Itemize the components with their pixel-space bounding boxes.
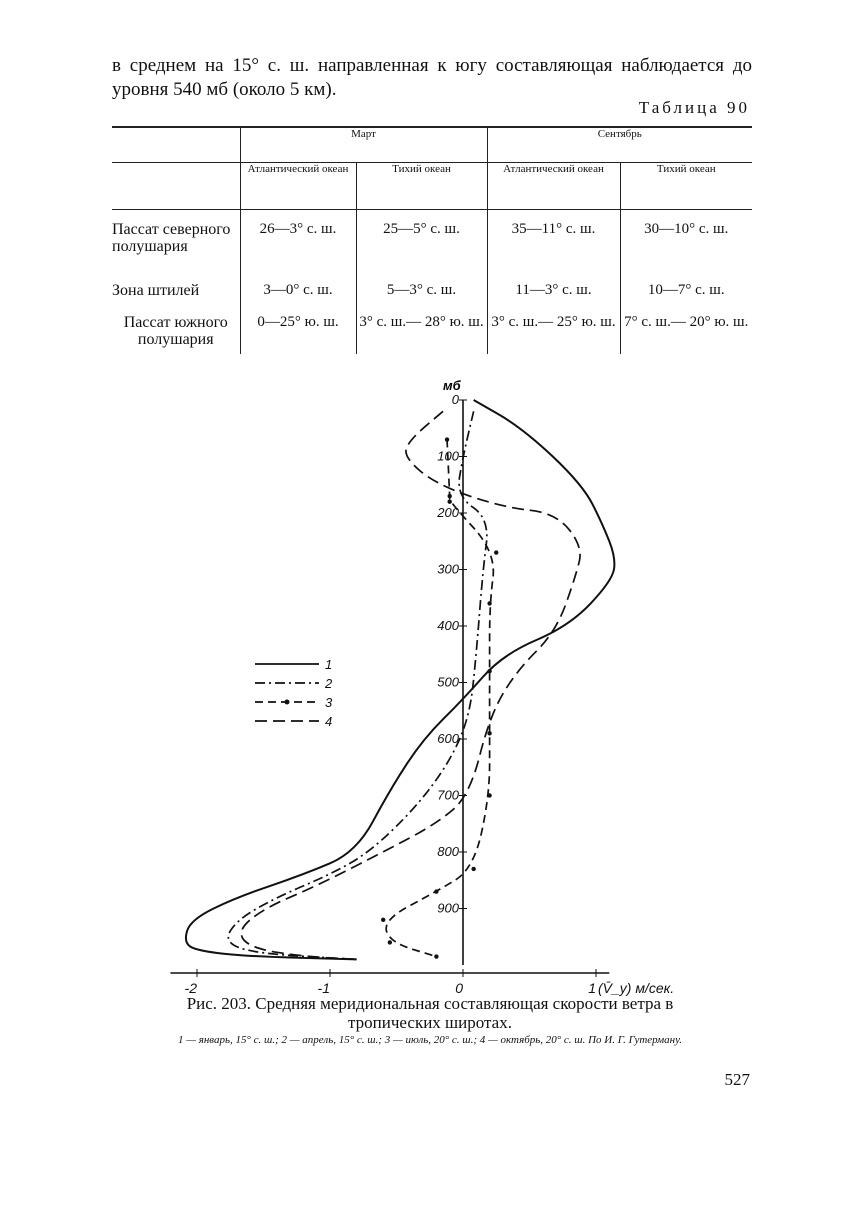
month-header-september: Сентябрь bbox=[487, 127, 752, 163]
figure-caption: Рис. 203. Средняя меридиональная составляющая скорости ветра в тропических широтах. bbox=[186, 994, 674, 1032]
table-cell: 25—5° с. ш. bbox=[356, 210, 487, 274]
table-cell: 35—11° с. ш. bbox=[487, 210, 620, 274]
y-tick-label: 100 bbox=[437, 448, 459, 464]
x-axis-label: (V̄_y) м/сек. bbox=[598, 980, 675, 996]
y-tick-label: 900 bbox=[437, 900, 459, 916]
table-cell: 10—7° с. ш. bbox=[620, 274, 752, 308]
series-point-3 bbox=[434, 954, 438, 958]
x-tick-label: 0 bbox=[455, 980, 463, 996]
body-paragraph: в среднем на 15° с. ш. направленная к югу составляющая наблюдается до уровня 540 мб (около 5 км). bbox=[112, 55, 752, 100]
series-point-3 bbox=[448, 500, 452, 504]
ocean-header: Тихий океан bbox=[356, 163, 487, 210]
y-tick-label: 600 bbox=[437, 731, 459, 746]
table-cell: 7° с. ш.— 20° ю. ш. bbox=[620, 308, 752, 354]
y-tick-label: 700 bbox=[437, 787, 459, 803]
y-tick-label: 200 bbox=[437, 505, 459, 520]
y-tick-label: 500 bbox=[437, 674, 459, 690]
series-point-3 bbox=[487, 601, 491, 605]
table-cell: 11—3° с. ш. bbox=[487, 274, 620, 308]
table-cell: 3° с. ш.— 25° ю. ш. bbox=[487, 308, 620, 354]
series-point-3 bbox=[388, 940, 392, 944]
series-line-1 bbox=[186, 400, 614, 959]
x-tick-label: -2 bbox=[184, 980, 197, 996]
y-tick-label: 0 bbox=[451, 392, 459, 407]
table-cell: 30—10° с. ш. bbox=[620, 210, 752, 274]
series-point-3 bbox=[434, 889, 438, 893]
table-cell: 5—3° с. ш. bbox=[356, 274, 487, 308]
series-point-3 bbox=[494, 550, 498, 554]
legend-label: 1 bbox=[325, 657, 333, 672]
y-tick-label: 400 bbox=[437, 618, 459, 633]
row-label: Пассат северного полушария bbox=[112, 221, 231, 255]
series-point-3 bbox=[381, 918, 385, 922]
y-tick-label: 800 bbox=[437, 844, 459, 859]
ocean-header: Тихий океан bbox=[620, 163, 752, 210]
series-point-3 bbox=[487, 793, 491, 797]
table-cell: 0—25° ю. ш. bbox=[240, 308, 356, 354]
legend-point bbox=[285, 700, 290, 705]
legend-label: 4 bbox=[325, 714, 333, 729]
series-point-3 bbox=[448, 494, 452, 498]
legend-label: 3 bbox=[325, 695, 333, 710]
table-title: Таблица 90 bbox=[638, 98, 750, 117]
series-point-3 bbox=[445, 437, 449, 441]
row-label: Пассат южного полушария bbox=[123, 313, 228, 348]
page-number: 527 bbox=[724, 1070, 750, 1089]
ocean-header: Атлантический океан bbox=[487, 163, 620, 210]
series-point-3 bbox=[487, 669, 491, 673]
table-cell: 3—0° с. ш. bbox=[240, 274, 356, 308]
ocean-header: Атлантический океан bbox=[240, 163, 356, 210]
row-label: Зона штилей bbox=[112, 281, 200, 299]
series-point-3 bbox=[471, 867, 475, 871]
table-cell: 3° с. ш.— 28° ю. ш. bbox=[356, 308, 487, 354]
y-axis-label: мб bbox=[443, 378, 461, 393]
series-point-3 bbox=[487, 731, 491, 735]
table-cell: 26—3° с. ш. bbox=[240, 210, 356, 274]
x-tick-label: -1 bbox=[317, 980, 330, 996]
month-header-march: Март bbox=[240, 127, 487, 163]
y-tick-label: 300 bbox=[437, 561, 459, 577]
x-tick-label: 1 bbox=[588, 980, 596, 996]
legend-label: 2 bbox=[325, 676, 333, 691]
figure-legend-note: 1 — январь, 15° с. ш.; 2 — апрель, 15° с. ш.; 3 — июль, 20° с. ш.; 4 — октябрь, 20° с. ш. По И. Г. Гутерману. bbox=[177, 1034, 683, 1046]
